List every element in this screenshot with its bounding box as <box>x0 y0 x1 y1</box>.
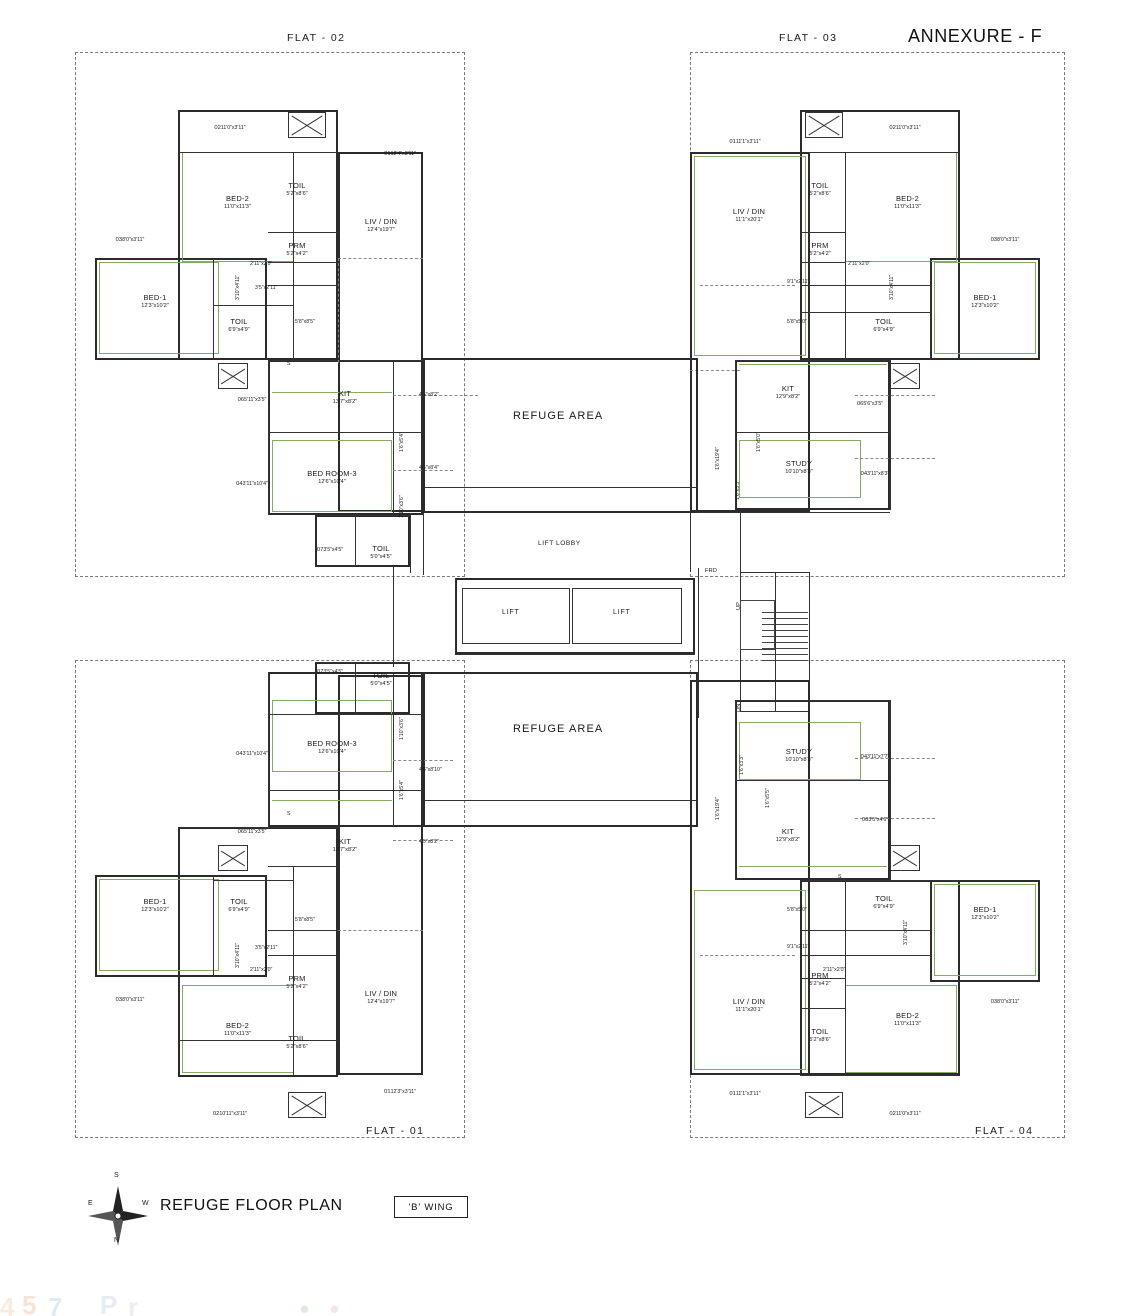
flat04-part-3 <box>735 700 736 880</box>
compass-label-n: N <box>114 1237 120 1244</box>
flat01-part-7 <box>268 866 338 867</box>
refuge-area-top <box>423 358 698 513</box>
flat02-part-5 <box>213 305 293 306</box>
plan-title: REFUGE FLOOR PLAN <box>160 1197 343 1214</box>
flat01-bed3-green <box>272 700 392 772</box>
flat04-dim-211x20: 2'11"x2'0" <box>823 967 846 973</box>
lift-2 <box>572 588 682 644</box>
flat01-room-bed2: BED-2 11'0"x11'3" <box>224 1021 251 1037</box>
flat02-part-11 <box>315 515 410 516</box>
flat-label-03: FLAT - 03 <box>779 32 838 44</box>
flat02-part-8 <box>268 360 269 515</box>
flat01-dim-211x20: 2'11"x2'0" <box>250 967 273 973</box>
lobby-wall-b <box>455 654 695 655</box>
refuge-top-div <box>423 487 698 488</box>
flat04-part-6 <box>800 930 930 931</box>
flat-label-01: FLAT - 01 <box>366 1125 425 1137</box>
flat02-dim-211x20: 2'11"x2'0" <box>250 261 273 267</box>
flat03-dim-16x194: 1'6"x19'4" <box>715 447 721 470</box>
flat03-part-12 <box>690 512 890 513</box>
frd-label: FRD <box>705 568 717 574</box>
flat04-part-9 <box>800 1008 845 1009</box>
flat03-room-prm: PRM 5'2"x4'2" <box>809 241 831 257</box>
flat01-window-left <box>218 845 248 871</box>
flat04-kit-green <box>739 866 887 867</box>
flat04-open-01: 0111'1"x3'11" <box>729 1091 761 1097</box>
compass-label-s: S <box>114 1172 119 1179</box>
flat02-dim-16x54: 1'6"x5'4" <box>399 432 405 452</box>
flat04-part-2 <box>735 700 890 701</box>
flat03-open-01: 0111'1"x3'11" <box>729 139 761 145</box>
flat03-part-7 <box>735 360 890 361</box>
flat01-room-bed1: BED-1 12'3"x10'2" <box>141 897 169 913</box>
flat02-open-04: 043'11"x10'4" <box>236 481 268 487</box>
flat02-room-toil-b: TOIL 6'9"x4'9" <box>228 317 250 333</box>
stair-dn-label: DN <box>736 703 742 712</box>
flat-label-02: FLAT - 02 <box>287 32 346 44</box>
flat01-open-03: 038'0"x3'11" <box>115 997 145 1003</box>
flat02-connector <box>423 513 424 575</box>
flat03-kit-green <box>739 364 887 365</box>
flat02-part-4 <box>268 285 338 286</box>
flat02-open-03: 038'0"x3'11" <box>115 237 145 243</box>
flat02-room-kit: KIT 13'7"x8'2" <box>332 389 358 405</box>
flat04-dash-3 <box>700 955 795 956</box>
flat02-dim-110x36: 1'10"x3'6" <box>399 495 405 518</box>
flat03-room-kit: KIT 12'9"x8'2" <box>775 384 801 400</box>
flat02-window-top <box>288 112 326 138</box>
flat02-connector-b <box>393 567 394 667</box>
flat02-part-2 <box>268 232 338 233</box>
flat04-part-7 <box>800 955 930 956</box>
watermark: 4 5 7 P r • • <box>0 1290 340 1316</box>
flat01-sign-s: S <box>287 811 291 817</box>
flat03-dash-2 <box>700 285 795 286</box>
flat03-part-3 <box>800 262 845 263</box>
flat02-part-10 <box>393 360 394 515</box>
flat03-dim-91x211: 9'1"x2'11" <box>787 279 810 285</box>
flat03-window-top <box>805 112 843 138</box>
flat03-part-5 <box>800 312 930 313</box>
flat02-dim-45x82: 4'5"x8'2" <box>419 392 439 398</box>
flat01-part-3 <box>268 714 423 715</box>
flat04-dim-16x33: 1'6"x3'3" <box>739 755 745 775</box>
flat03-open-06: 065'6"x3'5" <box>856 401 884 407</box>
flat04-livdin-green <box>694 890 806 1070</box>
flat04-part-11 <box>930 880 931 982</box>
flat02-part-6 <box>213 258 214 360</box>
flat02-open-07: 073'5"x4'5" <box>316 547 344 553</box>
flat01-part-2 <box>355 662 356 714</box>
lift-1 <box>462 588 570 644</box>
flat01-room-prm: PRM 5'2"x4'2" <box>286 974 308 990</box>
flat02-dim-45x84: 4'5"x8'4" <box>419 465 439 471</box>
flat02-dash-2 <box>338 258 339 363</box>
compass-label-e: E <box>88 1200 93 1207</box>
flat02-room-bed3: BED ROOM-3 12'6"x10'4" <box>307 469 357 485</box>
flat03-livdin-green <box>694 156 806 356</box>
lift-2-label: LIFT <box>613 609 631 616</box>
flat01-dim-45x810: 4'5"x8'10" <box>419 767 442 773</box>
flat03-dim-58x50: 5'8"x5'0" <box>787 319 807 325</box>
flat04-window-bottom <box>805 1092 843 1118</box>
flat04-dim-58x50: 5'8"x5'0" <box>787 907 807 913</box>
flat01-part-6 <box>393 672 394 827</box>
flat01-open-07: 073'5"x4'5" <box>316 669 344 675</box>
flat04-dim-91x211: 9'1"x2'11" <box>787 944 810 950</box>
compass-label-w: W <box>142 1200 149 1207</box>
flat01-dim-45x82: 4'5"x8'2" <box>419 839 439 845</box>
flat03-room-bed1: BED-1 12'3"x10'2" <box>971 293 999 309</box>
lift-lobby-label: LIFT LOBBY <box>538 540 581 547</box>
flat04-open-04: 043'11"x7'7" <box>860 754 890 760</box>
flat02-room-bed2: BED-2 11'0"x11'3" <box>224 194 251 210</box>
flat04-open-06: 063'5"x4'6" <box>861 817 889 823</box>
flat04-part-10 <box>845 880 846 1075</box>
flat04-room-livdin: LIV / DIN 11'1"x20'1" <box>732 997 766 1013</box>
flat02-room-livdin: LIV / DIN 12'4"x19'7" <box>364 217 398 233</box>
flat01-open-01: 0112'3"x3'11" <box>384 1089 416 1095</box>
stair-treads <box>762 612 808 664</box>
flat04-window-right <box>890 845 920 871</box>
flat04-room-toil-a: TOIL 5'2"x8'6" <box>809 1027 831 1043</box>
flat01-room-bed3: BED ROOM-3 12'6"x10'4" <box>307 739 357 755</box>
flat02-room-prm: PRM 5'2"x4'2" <box>286 241 308 257</box>
flat02-room-bed1: BED-1 12'3"x10'2" <box>141 293 169 309</box>
flat03-open-04: 043'11"x8'3" <box>860 471 890 477</box>
flat01-dim-16x54: 1'6"x5'4" <box>399 780 405 800</box>
flat02-room-toil-c: TOIL 5'0"x4'5" <box>370 544 392 560</box>
flat04-part-5 <box>800 880 960 881</box>
flat01-part-10 <box>268 955 338 956</box>
flat04-open-02: 0211'0"x3'11" <box>889 1111 921 1117</box>
flat03-room-study: STUDY 10'10"x8'3" <box>785 459 813 475</box>
flat04-open-03: 038'0"x3'11" <box>990 999 1020 1005</box>
flat01-dim-58x85: 5'8"x8'5" <box>295 917 315 923</box>
flat02-dim-58x85: 5'8"x8'5" <box>295 319 315 325</box>
flat02-part-13 <box>178 152 338 153</box>
flat01-bed1-green <box>99 879 219 971</box>
stair-up-label: UP <box>736 601 742 610</box>
flat02-open-01: 0112'4"x3'11" <box>384 151 416 157</box>
flat02-open-02: 0211'0"x3'11" <box>214 125 246 131</box>
flat01-dash-3 <box>338 930 423 931</box>
flat04-dim-16x194: 1'6"x19'4" <box>715 797 721 820</box>
stair-top-wall <box>740 512 741 574</box>
flat04-dim-16x55: 1'6"x5'5" <box>765 788 771 808</box>
flat01-open-04: 043'11"x10'4" <box>236 751 268 757</box>
refuge-bottom-div <box>423 800 698 801</box>
flat01-open-02: 0210'11"x3'11" <box>212 1111 248 1117</box>
flat01-kit-green <box>272 800 392 801</box>
lift-1-label: LIFT <box>502 609 520 616</box>
flat03-open-03: 038'0"x3'11" <box>990 237 1020 243</box>
flat01-room-livdin: LIV / DIN 12'4"x19'7" <box>364 989 398 1005</box>
flat03-room-toil-b: TOIL 6'9"x4'9" <box>873 317 895 333</box>
flat03-window-right <box>890 363 920 389</box>
flat04-room-study: STUDY 10'10"x8'3" <box>785 747 813 763</box>
flat04-bed2-green <box>845 985 957 1073</box>
flat01-dash-1 <box>393 760 453 761</box>
flat01-dim-35x211: 3'5"x2'11" <box>255 945 278 951</box>
flat03-part-11 <box>800 152 960 153</box>
flat03-part-2 <box>800 232 845 233</box>
flat04-bed1-green <box>934 884 1036 976</box>
flat03-dim-211x20: 2'11"x2'0" <box>848 261 871 267</box>
flat02-sign-s: S <box>287 361 291 367</box>
flat-label-04: FLAT - 04 <box>975 1125 1034 1137</box>
flat02-dim-310x411: 3'10"x4'11" <box>235 274 241 300</box>
flat01-room-toil-a: TOIL 5'2"x8'6" <box>286 1034 308 1050</box>
flat02-dash-1 <box>338 258 423 259</box>
flat04-part-1 <box>735 780 890 781</box>
flat03-dim-16x50: 1'6"x5'0" <box>756 432 762 452</box>
flat01-part-9 <box>268 930 338 931</box>
flat01-room-kit: KIT 13'7"x8'2" <box>332 837 358 853</box>
flat01-part-8 <box>213 880 293 881</box>
flat03-dim-16x33: 1'6"x3'3" <box>735 480 741 500</box>
lobby-right-wall-b <box>690 512 691 572</box>
refuge-area-bottom <box>423 672 698 827</box>
wing-badge: 'B' WING <box>394 1196 468 1218</box>
flat01-room-toil-b: TOIL 6'9"x4'9" <box>228 897 250 913</box>
flat04-room-bed1: BED-1 12'3"x10'2" <box>971 905 999 921</box>
page-title: ANNEXURE - F <box>908 26 1043 46</box>
flat02-part-3 <box>268 262 338 263</box>
lobby-wall-l <box>455 578 456 654</box>
flat04-dim-310x411: 3'10"x4'11" <box>903 919 909 945</box>
flat04-part-12 <box>800 1075 960 1076</box>
flat03-room-toil-a: TOIL 5'2"x8'6" <box>809 181 831 197</box>
flat04-room-kit: KIT 12'9"x8'2" <box>775 827 801 843</box>
flat01-open-06: 065'11"x3'5" <box>237 829 267 835</box>
flat03-room-bed2: BED-2 11'0"x11'3" <box>894 194 921 210</box>
flat04-room-prm: PRM 5'2"x4'2" <box>809 971 831 987</box>
flat01-room-toil-c: TOIL 5'0"x4'5" <box>370 671 392 687</box>
flat04-sign-s: S <box>838 874 842 880</box>
flat03-part-4 <box>800 285 930 286</box>
flat02-open-06: 065'11"x3'5" <box>237 397 267 403</box>
flat01-window-bottom <box>288 1092 326 1118</box>
flat04-room-bed2: BED-2 11'0"x11'3" <box>894 1011 921 1027</box>
flat02-part-7 <box>268 360 423 361</box>
flat03-room-livdin: LIV / DIN 11'1"x20'1" <box>732 207 766 223</box>
flat02-connector-c <box>410 513 411 573</box>
refuge-area-top-label: REFUGE AREA <box>513 410 604 422</box>
flat03-open-02: 0211'0"x3'11" <box>889 125 921 131</box>
flat03-dim-310x411: 3'10"x4'11" <box>889 274 895 300</box>
flat01-part-13 <box>213 875 214 977</box>
flat02-window-left <box>218 363 248 389</box>
refuge-area-bottom-label: REFUGE AREA <box>513 723 604 735</box>
flat02-dim-35x211: 3'5"x2'11" <box>255 285 278 291</box>
flat01-dim-110x36: 1'10"x3'6" <box>399 717 405 740</box>
flat02-room-toil-a: TOIL 5'2"x8'6" <box>286 181 308 197</box>
flat03-part-1 <box>845 152 846 360</box>
flat01-dim-310x411: 3'10"x4'11" <box>235 942 241 968</box>
flat04-room-toil-b: TOIL 6'9"x4'9" <box>873 894 895 910</box>
flat03-dash-4 <box>855 458 935 459</box>
